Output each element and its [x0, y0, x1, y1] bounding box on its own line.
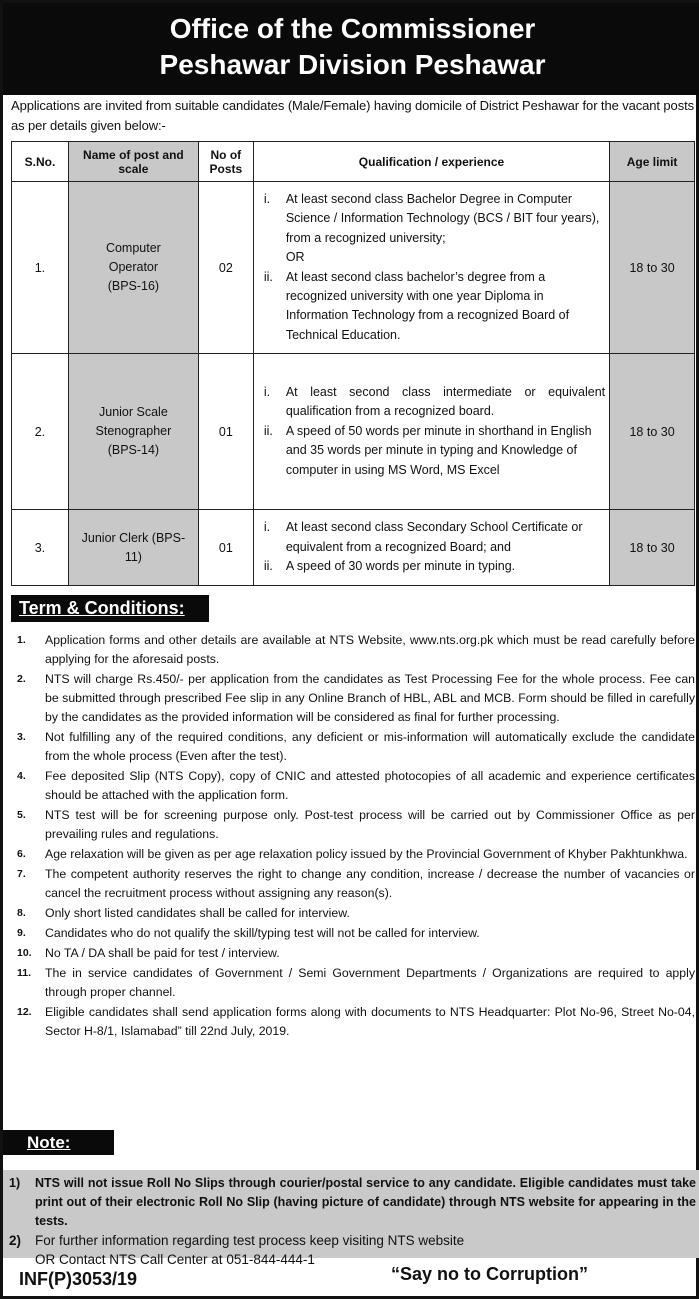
- table-row: [12, 182, 695, 354]
- note-num: 1): [9, 1176, 21, 1190]
- term-text: NTS will charge Rs.450/- per application from the candidates as Test Processing Fee for the whole process. Fee can be submitted through prescribed Fee slip in any Online Branch of HBL, ABL and MCB. Form should be filled in carefully by the candidates as the provided information will be considered as final for further processing.: [45, 672, 695, 724]
- age-limit: 18 to 30: [610, 182, 695, 354]
- posts-table: [11, 141, 695, 586]
- post-count: 01: [198, 354, 253, 510]
- term-num: 5.: [17, 809, 26, 821]
- term-text: Not fulfilling any of the required conditions, any deficient or mis-information will automatically exclude the candidate from the whole process (Even after the test).: [45, 730, 695, 763]
- sno: 1.: [12, 182, 69, 354]
- term-text: The in service candidates of Government / Semi Government Departments / Organizations are required to apply through proper channel.: [45, 966, 695, 999]
- col-sno: S.No.: [12, 142, 69, 182]
- term-num: 2.: [17, 673, 26, 685]
- qual-text: At least second class Bachelor Degree in Computer Science / Information Technology (BCS / BIT four years), from a recognized university;: [285, 191, 600, 245]
- term-num: 8.: [17, 907, 26, 919]
- term-item: [17, 924, 695, 943]
- term-item: [17, 1003, 695, 1041]
- terms-list: [17, 631, 695, 1042]
- qualification: [253, 510, 609, 586]
- table-header-row: [12, 142, 695, 182]
- qual-text: A speed of 30 words per minute in typing.: [285, 559, 516, 574]
- term-num: 11.: [17, 967, 32, 979]
- reference-number: INF(P)3053/19: [19, 1269, 138, 1289]
- term-num: 9.: [17, 927, 26, 939]
- term-num: 7.: [17, 868, 26, 880]
- post-count: 02: [198, 182, 253, 354]
- qual-num: i.: [263, 191, 271, 206]
- header-title-line1: Office of the Commissioner: [169, 13, 536, 44]
- post-name: Computer Operator (BPS-16): [68, 182, 198, 354]
- sno: 3.: [12, 510, 69, 586]
- term-num: 3.: [17, 731, 26, 743]
- qual-text: At least second class Secondary School Certificate or equivalent from a recognized Board; and: [285, 520, 583, 554]
- term-item: [17, 631, 695, 669]
- table-row: [12, 354, 695, 510]
- col-posts: No of Posts: [198, 142, 253, 182]
- qual-num: ii.: [263, 559, 273, 574]
- term-num: 12.: [17, 1006, 32, 1018]
- age-limit: 18 to 30: [610, 510, 695, 586]
- slogan: “Say no to Corruption”: [391, 1264, 588, 1284]
- term-num: 4.: [17, 770, 26, 782]
- qual-num: ii.: [263, 423, 273, 438]
- term-item: [17, 904, 695, 923]
- term-item: [17, 670, 695, 727]
- note-num: 2): [9, 1233, 22, 1248]
- term-text: Candidates who do not qualify the skill/typing test will not be called for interview.: [45, 926, 480, 940]
- term-num: 10.: [17, 947, 32, 959]
- terms-heading: Term & Conditions:: [11, 595, 209, 622]
- intro-text: Applications are invited from suitable candidates (Male/Female) having domicile of District Peshawar for the vacant posts as per details given below:-: [11, 98, 695, 133]
- post-name: Junior Clerk (BPS-11): [68, 510, 198, 586]
- header-title-line2: Peshawar Division Peshawar: [159, 49, 546, 80]
- term-text: Only short listed candidates shall be called for interview.: [45, 906, 350, 920]
- term-text: Eligible candidates shall send application forms along with documents to NTS Headquarter: Plot No-96, Street No-04, Sector H-8/1, Islamabad” till 22nd July, 2019.: [45, 1005, 695, 1038]
- qual-or: OR: [285, 250, 305, 265]
- header-banner: [3, 3, 699, 95]
- term-text: Age relaxation will be given as per age relaxation policy issued by the Provincial Government of Khyber Pakhtunkhwa.: [45, 847, 688, 861]
- term-item: [17, 964, 695, 1002]
- qual-num: i.: [263, 384, 271, 399]
- term-text: Application forms and other details are available at NTS Website, www.nts.org.pk which must be read carefully before applying for the aforesaid posts.: [45, 633, 695, 666]
- term-text: Fee deposited Slip (NTS Copy), copy of CNIC and attested photocopies of all academic and experience certificates should be attached with the application form.: [45, 769, 695, 802]
- term-text: The competent authority reserves the right to change any condition, increase / decrease the number of vacancies or cancel the recruitment process without assigning any reason(s).: [45, 867, 695, 900]
- table-row: [12, 510, 695, 586]
- col-qualification: Qualification / experience: [253, 142, 609, 182]
- term-item: [17, 728, 695, 766]
- qual-num: i.: [263, 520, 271, 535]
- age-limit: 18 to 30: [610, 354, 695, 510]
- term-item: [17, 944, 695, 963]
- note-contact: OR Contact NTS Call Center at 051-844-444-1: [35, 1252, 315, 1267]
- sno: 2.: [12, 354, 69, 510]
- term-item: [17, 865, 695, 903]
- qualification: [253, 182, 609, 354]
- qual-num: ii.: [263, 269, 273, 284]
- note-text: For further information regarding test process keep visiting NTS website: [35, 1233, 465, 1248]
- note-heading: Note:: [3, 1130, 114, 1155]
- post-name: Junior Scale Stenographer (BPS-14): [68, 354, 198, 510]
- term-item: [17, 767, 695, 805]
- qual-text: A speed of 50 words per minute in shorthand in English and 35 words per minute in typing and Knowledge of computer in using MS Word, MS Excel: [285, 423, 592, 477]
- qual-text: At least second class intermediate or equivalent qualification from a recognized board.: [285, 384, 606, 419]
- term-num: 6.: [17, 848, 26, 860]
- qualification: [253, 354, 609, 510]
- term-text: No TA / DA shall be paid for test / interview.: [45, 946, 280, 960]
- col-age: Age limit: [610, 142, 695, 182]
- term-text: NTS test will be for screening purpose only. Post-test process will be carried out by Commissioner Office as per prevailing rules and regulations.: [45, 808, 695, 841]
- note-text: NTS will not issue Roll No Slips through courier/postal service to any candidate. Eligible candidates must take print out of their electronic Roll No Slip (having picture of candidate) through NTS website for appearing in the tests.: [35, 1176, 696, 1228]
- note-box: [3, 1170, 699, 1267]
- term-num: 1.: [17, 634, 26, 646]
- term-item: [17, 845, 695, 864]
- qual-text: At least second class bachelor’s degree from a recognized university with one year Diploma in Information Technology from a recognized Board of Technical Education.: [285, 269, 570, 342]
- post-count: 01: [198, 510, 253, 586]
- col-post: Name of post and scale: [68, 142, 198, 182]
- term-item: [17, 806, 695, 844]
